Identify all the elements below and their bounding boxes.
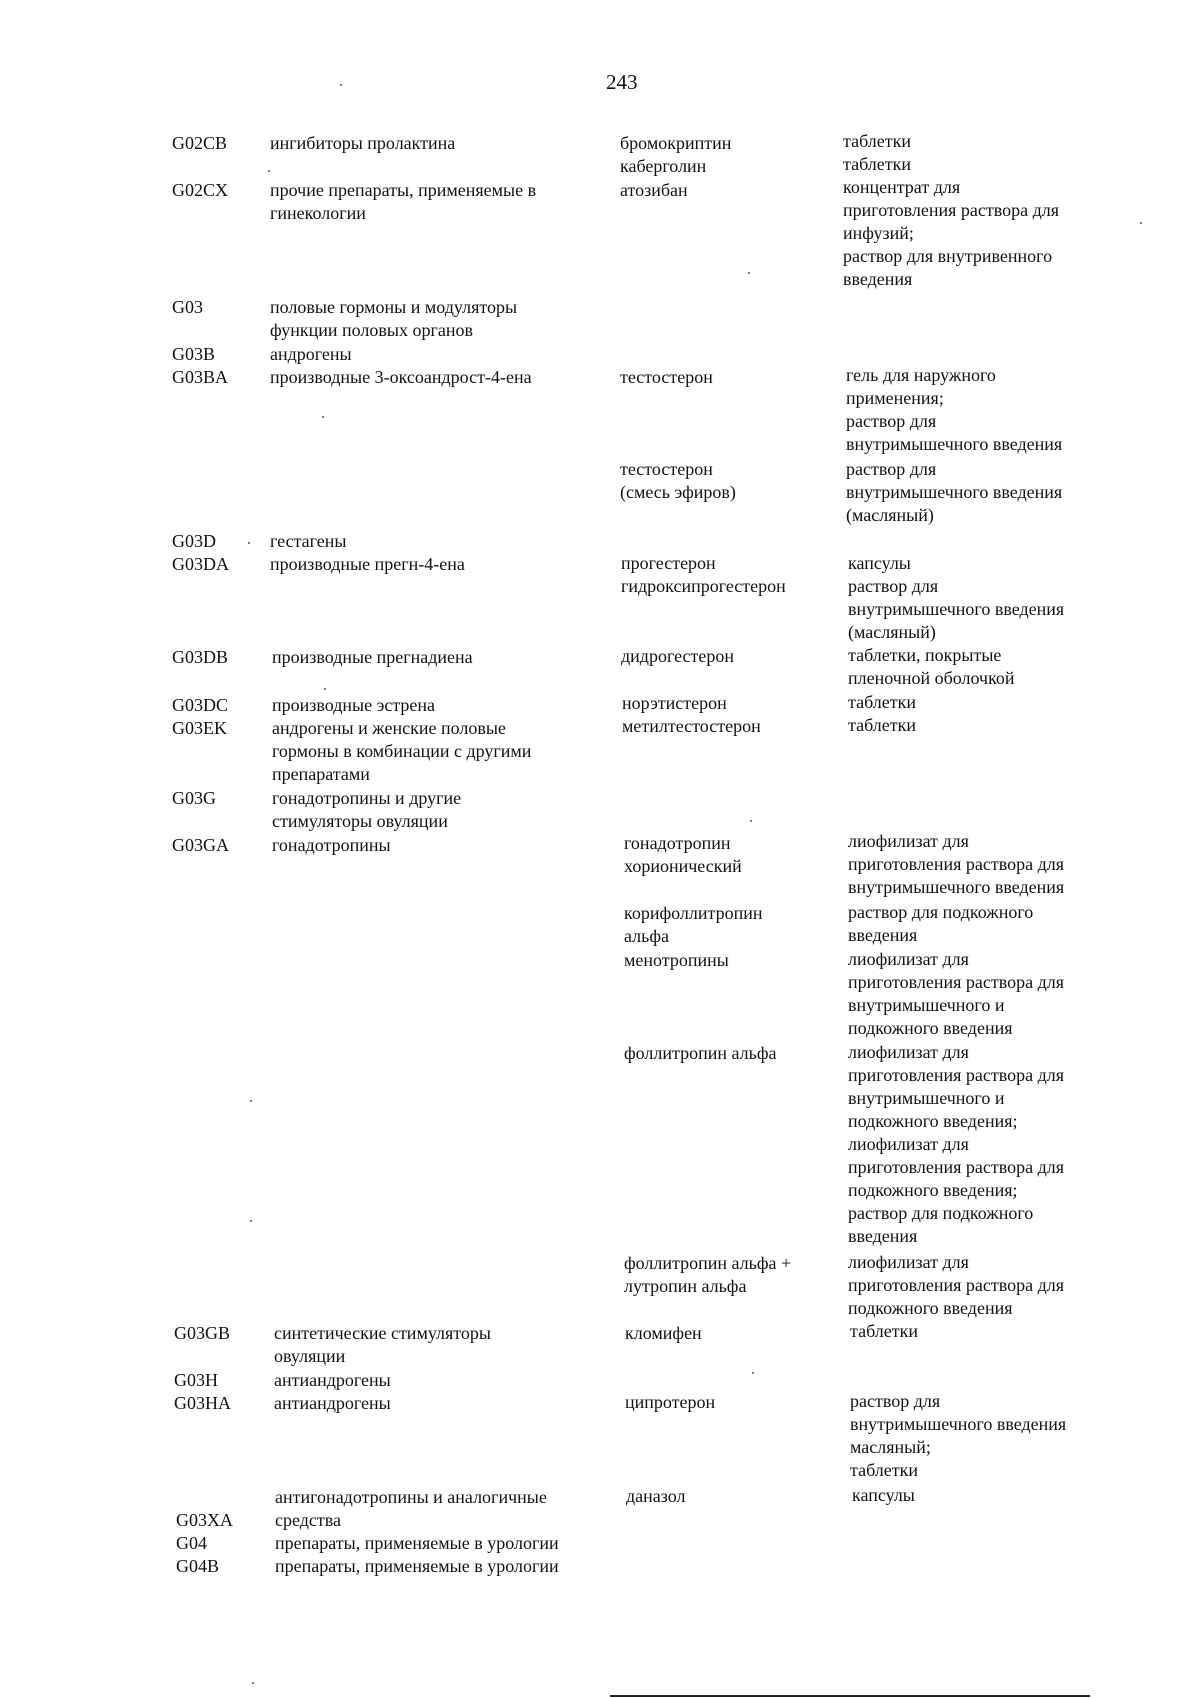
- scan-speck: [1140, 222, 1142, 224]
- dosage-form: таблетки: [850, 1321, 919, 1341]
- group-name: производные прегн-4-ена: [270, 554, 465, 574]
- atc-code: G03G: [172, 788, 216, 808]
- dosage-form: раствор для внутримышечного введения масляный; таблетки: [850, 1391, 1067, 1480]
- dosage-form: лиофилизат для приготовления раствора для подкожного введения: [848, 1252, 1064, 1318]
- drug-name: корифоллитропин альфа: [624, 903, 763, 946]
- group-name: андрогены и женские половые гормоны в комбинации с другими препаратами: [272, 718, 532, 784]
- group-name: половые гормоны и модуляторы функции половых органов: [270, 297, 518, 340]
- dosage-form: капсулы: [848, 553, 911, 573]
- drug-name: даназол: [626, 1486, 686, 1506]
- drug-name: кломифен: [625, 1323, 702, 1343]
- atc-code: G03GA: [172, 835, 229, 855]
- drug-name: тестостерон: [620, 367, 713, 387]
- scan-speck: [250, 1100, 252, 1102]
- dosage-form: лиофилизат для приготовления раствора для внутримышечного введения: [848, 831, 1065, 897]
- drug-name: метилтестостерон: [622, 716, 761, 736]
- group-name: препараты, применяемые в урологии: [275, 1533, 559, 1553]
- dosage-form: гель для наружного применения; раствор для внутримышечного введения: [846, 365, 1063, 454]
- atc-code: G03H: [174, 1370, 218, 1390]
- atc-code: G04B: [176, 1556, 220, 1576]
- scan-speck: [248, 542, 250, 544]
- bottom-edge-rule: [610, 1695, 1090, 1697]
- dosage-form: лиофилизат для приготовления раствора для внутримышечного и подкожного введения: [848, 949, 1064, 1038]
- dosage-form: раствор для внутримышечного введения (масляный): [846, 459, 1063, 525]
- dosage-form: раствор для внутримышечного введения (масляный): [848, 576, 1065, 642]
- scan-speck: [322, 416, 324, 418]
- group-name: производные 3-оксоандрост-4-ена: [270, 367, 532, 387]
- drug-name: бромокриптин: [620, 133, 732, 153]
- group-name: гонадотропины: [272, 835, 391, 855]
- dosage-form: таблетки: [843, 154, 912, 174]
- scan-speck: [268, 170, 270, 172]
- group-name: производные прегнадиена: [272, 647, 473, 667]
- atc-code: G02CB: [172, 133, 228, 153]
- group-name: производные эстрена: [272, 695, 436, 715]
- atc-code: G03D: [172, 531, 216, 551]
- atc-code: G03EK: [172, 718, 227, 738]
- scan-speck: [752, 1372, 754, 1374]
- drug-name: ципротерон: [625, 1392, 716, 1412]
- group-name: антигонадотропины и аналогичные средства: [275, 1487, 547, 1530]
- dosage-form: раствор для подкожного введения: [848, 902, 1034, 945]
- group-name: прочие препараты, применяемые в гинекологии: [270, 180, 537, 223]
- drug-name: каберголин: [620, 156, 707, 176]
- atc-code: G03HA: [174, 1393, 231, 1413]
- dosage-form: таблетки: [848, 692, 917, 712]
- drug-name: фоллитропин альфа + лутропин альфа: [624, 1253, 792, 1296]
- atc-code: G02CX: [172, 180, 229, 200]
- atc-code: G03XA: [176, 1510, 233, 1530]
- group-name: андрогены: [270, 344, 352, 364]
- dosage-form: концентрат для приготовления раствора для инфузий; раствор для внутривенного введения: [843, 177, 1059, 289]
- drug-name: тестостерон (смесь эфиров): [620, 459, 736, 502]
- scan-speck: [748, 272, 750, 274]
- drug-name: норэтистерон: [622, 693, 727, 713]
- atc-code: G04: [176, 1533, 207, 1553]
- group-name: гестагены: [270, 531, 347, 551]
- atc-code: G03DC: [172, 695, 229, 715]
- dosage-form: таблетки, покрытые пленочной оболочкой: [848, 645, 1015, 688]
- drug-name: прогестерон: [621, 553, 716, 573]
- atc-code: G03DA: [172, 554, 229, 574]
- scan-speck: [252, 1682, 254, 1684]
- drug-name: менотропины: [624, 950, 729, 970]
- drug-name: атозибан: [620, 180, 688, 200]
- group-name: ингибиторы пролактина: [270, 133, 456, 153]
- group-name: синтетические стимуляторы овуляции: [274, 1323, 492, 1366]
- drug-name: гонадотропин хорионический: [624, 833, 742, 876]
- scan-speck: [324, 688, 326, 690]
- drug-name: фоллитропин альфа: [624, 1043, 777, 1063]
- atc-code: G03BA: [172, 367, 229, 387]
- atc-code: G03GB: [174, 1323, 231, 1343]
- atc-code: G03: [172, 297, 203, 317]
- dosage-form: лиофилизат для приготовления раствора для внутримышечного и подкожного введения; лиофилизат для приготовления раствора для подкожного введения; раствор для подкожного введения: [848, 1042, 1064, 1246]
- dosage-form: таблетки: [843, 131, 912, 151]
- atc-code: G03DB: [172, 647, 229, 667]
- page-number: 243: [606, 70, 638, 94]
- scan-speck: [750, 820, 752, 822]
- group-name: антиандрогены: [274, 1393, 391, 1413]
- dosage-form: таблетки: [848, 715, 917, 735]
- scan-speck: [250, 1220, 252, 1222]
- group-name: препараты, применяемые в урологии: [275, 1556, 559, 1576]
- group-name: антиандрогены: [274, 1370, 391, 1390]
- atc-code: G03B: [172, 344, 216, 364]
- drug-name: гидроксипрогестерон: [621, 576, 786, 596]
- group-name: гонадотропины и другие стимуляторы овуляции: [272, 788, 462, 831]
- scan-speck: [340, 84, 342, 86]
- dosage-form: капсулы: [852, 1485, 915, 1505]
- drug-name: дидрогестерон: [621, 646, 735, 666]
